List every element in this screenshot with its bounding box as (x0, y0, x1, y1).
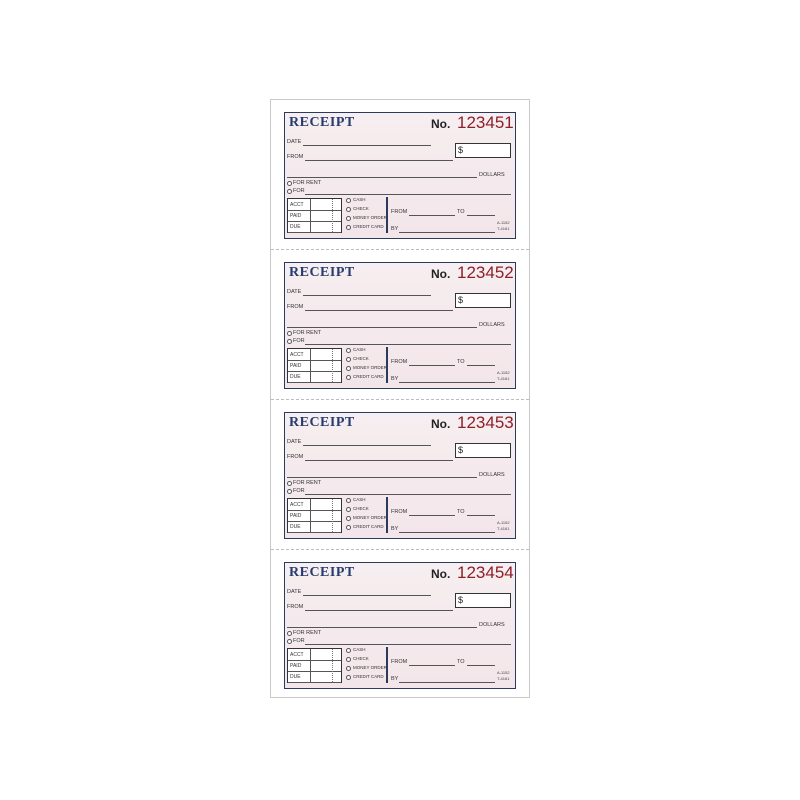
dollar-sign: $ (458, 145, 464, 155)
check-label: CHECK (353, 506, 369, 511)
receipt-no-label: No. (431, 417, 451, 431)
dollars-line[interactable] (287, 627, 477, 628)
from-line[interactable] (305, 160, 453, 161)
ledger-cents-divider (332, 349, 333, 382)
acct-label: ACCT (290, 652, 304, 658)
paid-label: PAID (290, 513, 302, 519)
dollars-line[interactable] (287, 327, 477, 328)
date-label: DATE (287, 139, 302, 145)
receipt-number: 123453 (457, 413, 514, 432)
ledger-row-due[interactable] (288, 371, 341, 383)
for-line[interactable] (305, 644, 511, 645)
amount-box[interactable] (455, 593, 511, 608)
by-label: BY (391, 226, 399, 232)
check-radio[interactable] (346, 657, 351, 662)
for-rent-radio[interactable] (287, 331, 292, 336)
credit-card-label: CREDIT CARD (353, 374, 384, 379)
receipt-title: RECEIPT (289, 415, 355, 430)
amount-box[interactable] (455, 143, 511, 158)
cash-label: CASH (353, 197, 366, 202)
form-code-2: T-4161 (497, 676, 510, 681)
period-from-label: FROM (391, 209, 408, 215)
account-ledger (287, 348, 342, 383)
account-ledger (287, 198, 342, 233)
for-rent-label: FOR RENT (293, 180, 322, 186)
due-label: DUE (290, 674, 301, 680)
payment-divider (386, 647, 388, 683)
ledger-row-due[interactable] (288, 221, 341, 233)
cash-label: CASH (353, 647, 366, 652)
receipt-sheet (270, 99, 530, 698)
dollars-label: DOLLARS (479, 622, 505, 628)
ledger-cents-divider (332, 649, 333, 682)
check-label: CHECK (353, 206, 369, 211)
period-to-label: TO (457, 659, 465, 665)
receipt-title: RECEIPT (289, 115, 355, 130)
from-label: FROM (287, 304, 304, 310)
money-order-label: MONEY ORDER (353, 665, 387, 670)
payment-divider (386, 197, 388, 233)
period-to-line[interactable] (467, 515, 495, 516)
receipt-number: 123451 (457, 113, 514, 132)
cash-label: CASH (353, 347, 366, 352)
period-to-line[interactable] (467, 665, 495, 666)
due-label: DUE (290, 224, 301, 230)
date-label: DATE (287, 439, 302, 445)
money-order-label: MONEY ORDER (353, 215, 387, 220)
for-line[interactable] (305, 344, 511, 345)
for-rent-label: FOR RENT (293, 480, 322, 486)
period-from-line[interactable] (409, 665, 455, 666)
form-code-1: A-1152 (497, 520, 510, 525)
check-radio[interactable] (346, 207, 351, 212)
date-line[interactable] (303, 145, 431, 146)
from-label: FROM (287, 604, 304, 610)
date-label: DATE (287, 589, 302, 595)
cash-radio[interactable] (346, 348, 351, 353)
period-from-line[interactable] (409, 365, 455, 366)
check-label: CHECK (353, 656, 369, 661)
date-line[interactable] (303, 595, 431, 596)
check-radio[interactable] (346, 357, 351, 362)
for-line[interactable] (305, 194, 511, 195)
receipt-2 (284, 262, 516, 389)
for-rent-radio[interactable] (287, 631, 292, 636)
receipt-number: 123452 (457, 263, 514, 282)
receipt-3 (284, 412, 516, 539)
by-label: BY (391, 676, 399, 682)
for-rent-label: FOR RENT (293, 330, 322, 336)
acct-label: ACCT (290, 502, 304, 508)
perforation-1 (271, 249, 529, 250)
from-line[interactable] (305, 310, 453, 311)
date-line[interactable] (303, 295, 431, 296)
paid-label: PAID (290, 663, 302, 669)
for-label: FOR (293, 488, 305, 494)
perforation-2 (271, 399, 529, 400)
receipt-title: RECEIPT (289, 565, 355, 580)
money-order-radio[interactable] (346, 216, 351, 221)
for-label: FOR (293, 638, 305, 644)
ledger-cents-divider (332, 199, 333, 232)
credit-card-label: CREDIT CARD (353, 524, 384, 529)
form-code-2: T-4161 (497, 226, 510, 231)
receipt-4 (284, 562, 516, 689)
check-label: CHECK (353, 356, 369, 361)
credit-card-label: CREDIT CARD (353, 674, 384, 679)
from-label: FROM (287, 154, 304, 160)
for-rent-label: FOR RENT (293, 630, 322, 636)
dollar-sign: $ (458, 445, 464, 455)
perforation-3 (271, 549, 529, 550)
dollars-line[interactable] (287, 477, 477, 478)
period-from-line[interactable] (409, 215, 455, 216)
credit-card-radio[interactable] (346, 375, 351, 380)
credit-card-radio[interactable] (346, 525, 351, 530)
cash-radio[interactable] (346, 498, 351, 503)
period-to-label: TO (457, 509, 465, 515)
money-order-label: MONEY ORDER (353, 515, 387, 520)
money-order-label: MONEY ORDER (353, 365, 387, 370)
period-from-line[interactable] (409, 515, 455, 516)
money-order-radio[interactable] (346, 516, 351, 521)
by-line[interactable] (399, 382, 495, 383)
for-rent-radio[interactable] (287, 181, 292, 186)
paid-label: PAID (290, 363, 302, 369)
ledger-row-due[interactable] (288, 671, 341, 683)
ledger-row-due[interactable] (288, 521, 341, 533)
credit-card-radio[interactable] (346, 675, 351, 680)
period-from-label: FROM (391, 509, 408, 515)
receipt-no-label: No. (431, 267, 451, 281)
cash-radio[interactable] (346, 648, 351, 653)
ledger-divider (310, 499, 311, 532)
form-code-1: A-1152 (497, 370, 510, 375)
period-to-line[interactable] (467, 365, 495, 366)
receipt-title: RECEIPT (289, 265, 355, 280)
by-label: BY (391, 376, 399, 382)
receipt-no-label: No. (431, 567, 451, 581)
cash-label: CASH (353, 497, 366, 502)
dollar-sign: $ (458, 595, 464, 605)
for-label: FOR (293, 338, 305, 344)
dollars-line[interactable] (287, 177, 477, 178)
period-to-label: TO (457, 359, 465, 365)
receipt-number: 123454 (457, 563, 514, 582)
ledger-divider (310, 199, 311, 232)
amount-box[interactable] (455, 293, 511, 308)
credit-card-radio[interactable] (346, 225, 351, 230)
form-code-2: T-4161 (497, 376, 510, 381)
from-label: FROM (287, 454, 304, 460)
cash-radio[interactable] (346, 198, 351, 203)
form-code-1: A-1152 (497, 670, 510, 675)
money-order-radio[interactable] (346, 666, 351, 671)
account-ledger (287, 648, 342, 683)
by-line[interactable] (399, 532, 495, 533)
ledger-cents-divider (332, 499, 333, 532)
by-line[interactable] (399, 232, 495, 233)
by-label: BY (391, 526, 399, 532)
date-line[interactable] (303, 445, 431, 446)
form-code-1: A-1152 (497, 220, 510, 225)
credit-card-label: CREDIT CARD (353, 224, 384, 229)
by-line[interactable] (399, 682, 495, 683)
for-radio[interactable] (287, 489, 292, 494)
payment-divider (386, 347, 388, 383)
due-label: DUE (290, 524, 301, 530)
ledger-divider (310, 649, 311, 682)
date-label: DATE (287, 289, 302, 295)
payment-divider (386, 497, 388, 533)
period-from-label: FROM (391, 359, 408, 365)
money-order-radio[interactable] (346, 366, 351, 371)
for-line[interactable] (305, 494, 511, 495)
period-from-label: FROM (391, 659, 408, 665)
receipt-no-label: No. (431, 117, 451, 131)
from-line[interactable] (305, 610, 453, 611)
for-label: FOR (293, 188, 305, 194)
due-label: DUE (290, 374, 301, 380)
for-radio[interactable] (287, 189, 292, 194)
account-ledger (287, 498, 342, 533)
dollar-sign: $ (458, 295, 464, 305)
for-rent-radio[interactable] (287, 481, 292, 486)
acct-label: ACCT (290, 202, 304, 208)
form-code-2: T-4161 (497, 526, 510, 531)
for-radio[interactable] (287, 339, 292, 344)
period-to-line[interactable] (467, 215, 495, 216)
dollars-label: DOLLARS (479, 172, 505, 178)
for-radio[interactable] (287, 639, 292, 644)
dollars-label: DOLLARS (479, 322, 505, 328)
ledger-divider (310, 349, 311, 382)
check-radio[interactable] (346, 507, 351, 512)
receipt-1 (284, 112, 516, 239)
paid-label: PAID (290, 213, 302, 219)
acct-label: ACCT (290, 352, 304, 358)
amount-box[interactable] (455, 443, 511, 458)
dollars-label: DOLLARS (479, 472, 505, 478)
from-line[interactable] (305, 460, 453, 461)
period-to-label: TO (457, 209, 465, 215)
